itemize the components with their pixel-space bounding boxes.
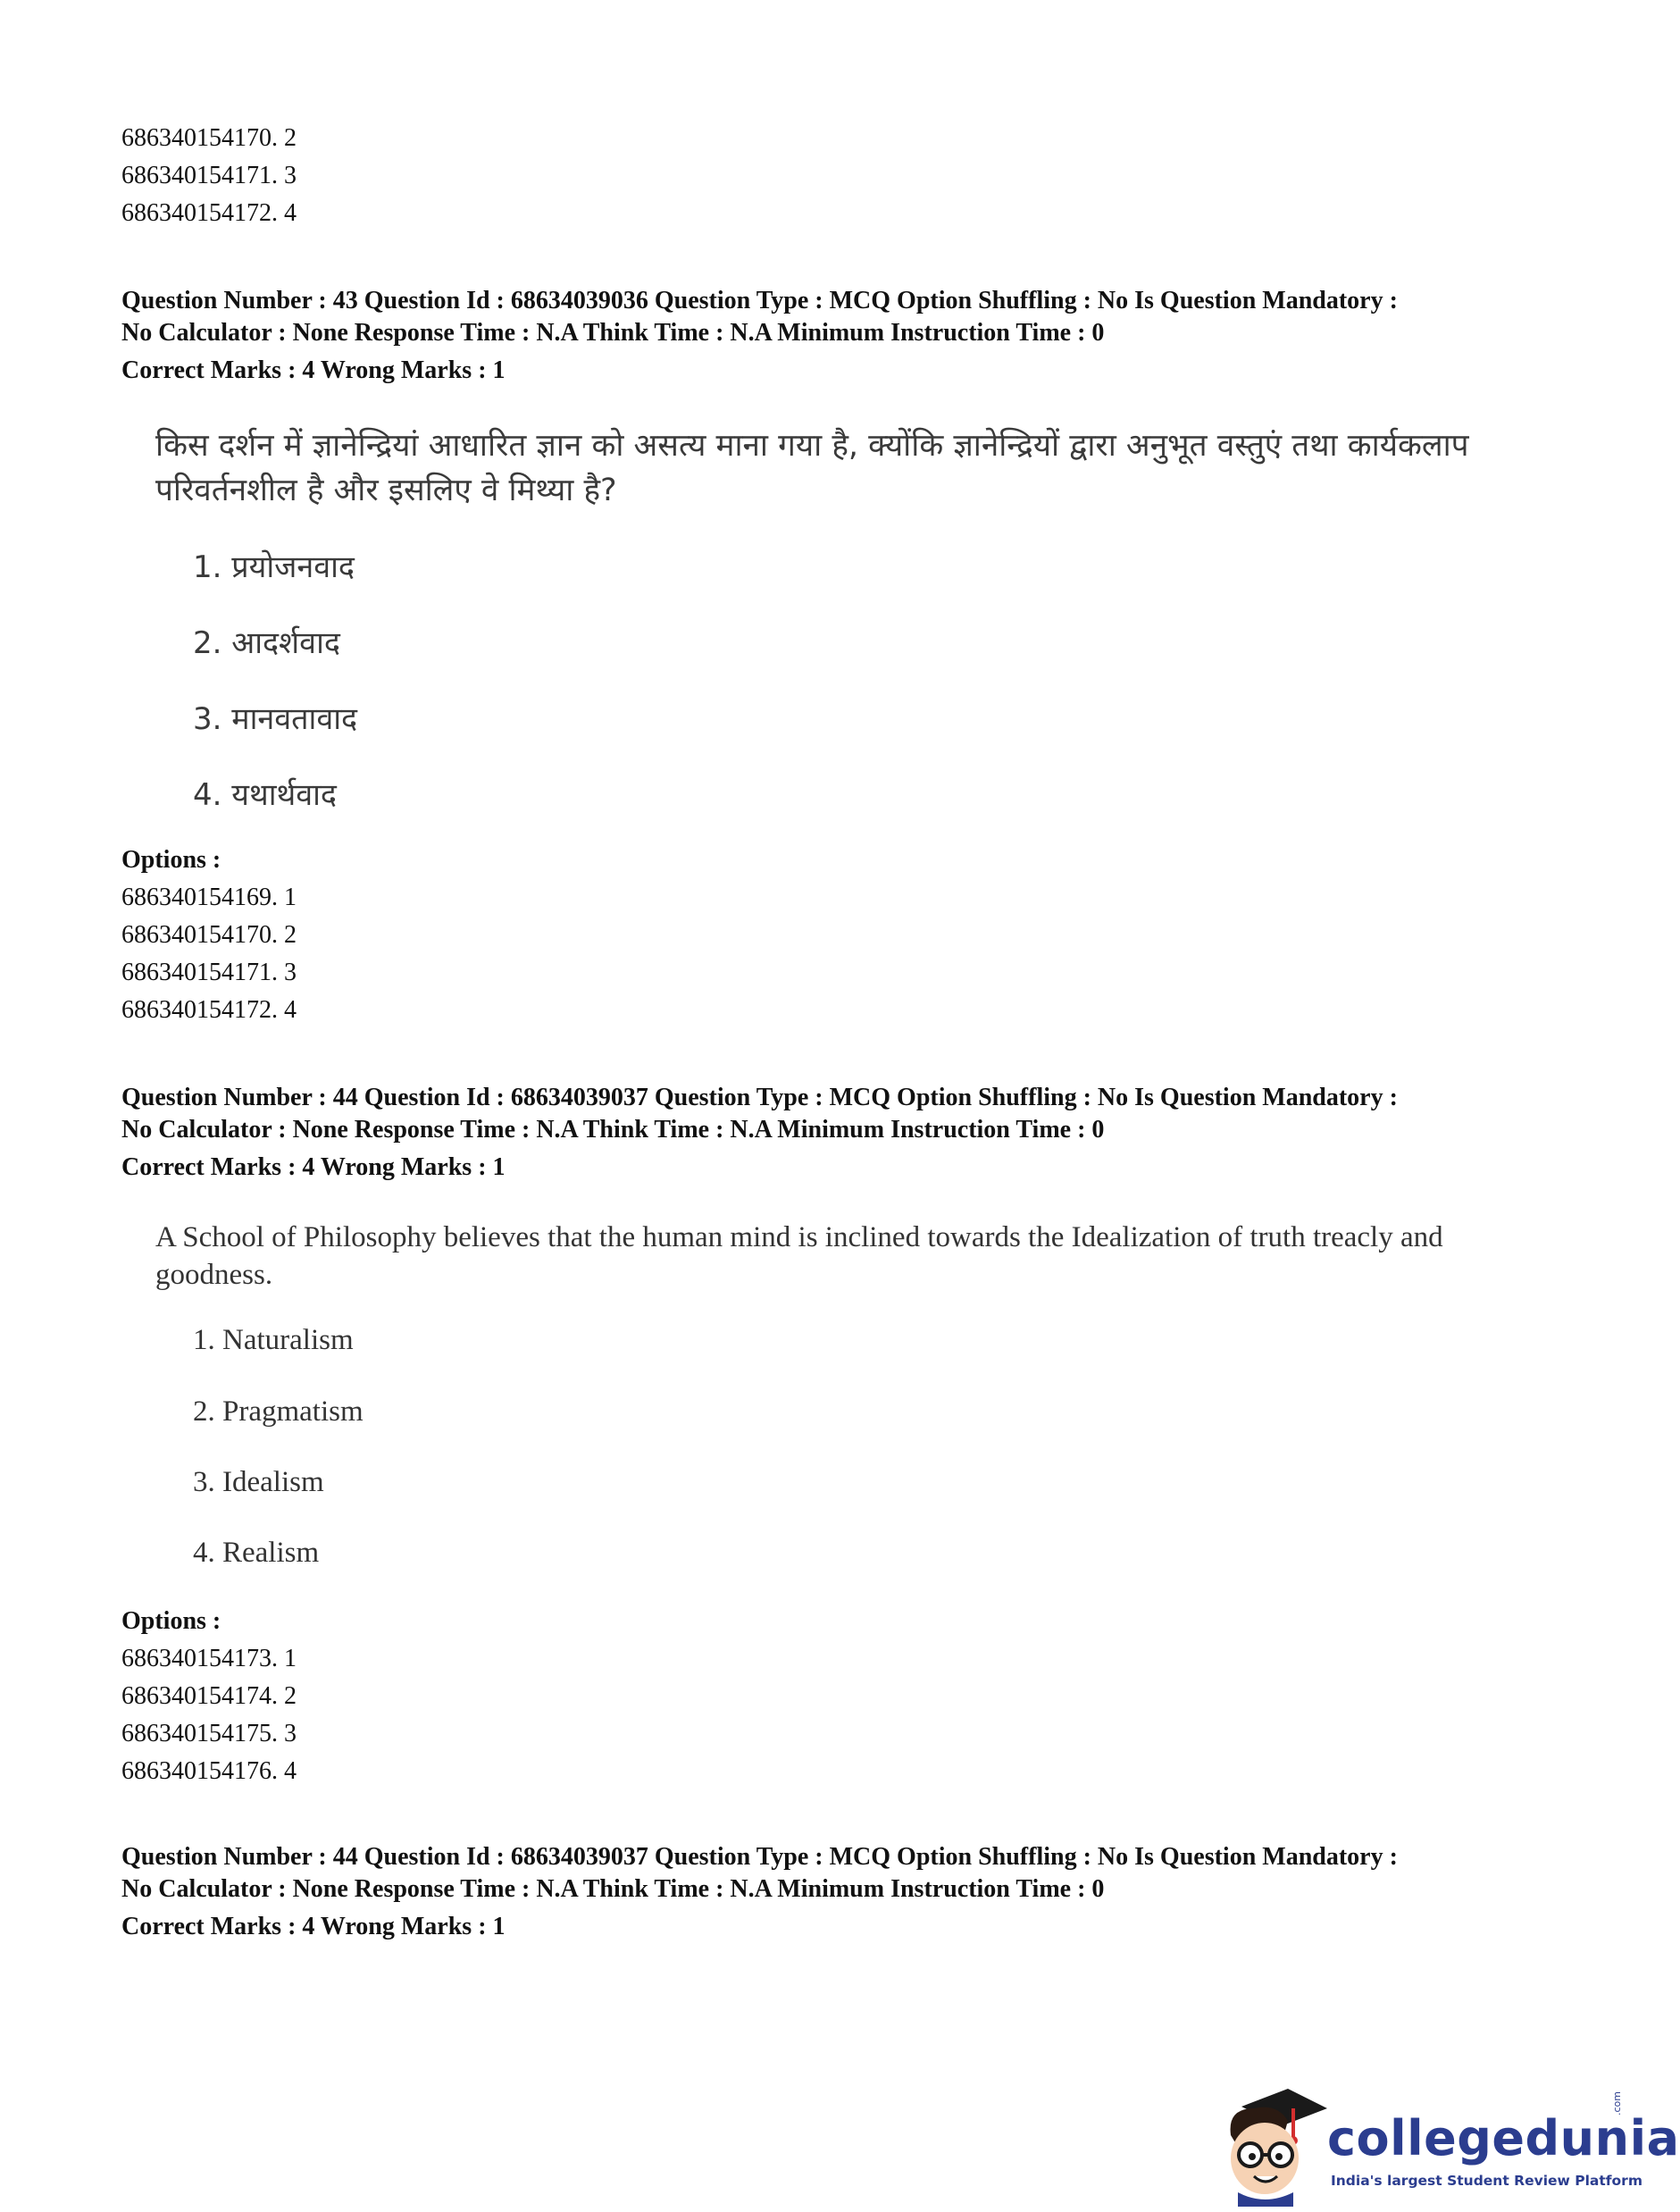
question-header: No Calculator : None Response Time : N.A Think Time : N.A Minimum Instruction Time : 0: [121, 1875, 1105, 1903]
logo-tagline: India's largest Student Review Platform: [1331, 2173, 1642, 2189]
question-header: Question Number : 43 Question Id : 68634039036 Question Type : MCQ Option Shuffling : No Is Question Mandatory :: [121, 287, 1398, 314]
option-code: 686340154169. 1: [121, 884, 297, 911]
choice: 1. Naturalism: [193, 1324, 354, 1356]
choice: 3. मानवतावाद: [193, 701, 358, 737]
question-marks: Correct Marks : 4 Wrong Marks : 1: [121, 1153, 506, 1181]
question-header: No Calculator : None Response Time : N.A Think Time : N.A Minimum Instruction Time : 0: [121, 1116, 1105, 1144]
choice: 2. आदर्शवाद: [193, 625, 340, 661]
choice: 1. प्रयोजनवाद: [193, 549, 355, 585]
choice: 3. Idealism: [193, 1466, 324, 1498]
choice: 2. Pragmatism: [193, 1395, 364, 1428]
logo-wordmark: collegedunia: [1327, 2110, 1680, 2166]
option-code: 686340154170. 2: [121, 124, 297, 152]
question-header: Question Number : 44 Question Id : 68634039037 Question Type : MCQ Option Shuffling : No Is Question Mandatory :: [121, 1084, 1398, 1111]
option-code: 686340154170. 2: [121, 921, 297, 949]
option-code: 686340154173. 1: [121, 1645, 297, 1672]
option-code: 686340154176. 4: [121, 1757, 297, 1785]
question-marks: Correct Marks : 4 Wrong Marks : 1: [121, 1913, 506, 1940]
choice: 4. यथार्थवाद: [193, 777, 337, 813]
option-code: 686340154171. 3: [121, 959, 297, 986]
choice: 4. Realism: [193, 1537, 320, 1569]
question-header: No Calculator : None Response Time : N.A Think Time : N.A Minimum Instruction Time : 0: [121, 319, 1105, 347]
option-code: 686340154171. 3: [121, 162, 297, 189]
question-header: Question Number : 44 Question Id : 68634039037 Question Type : MCQ Option Shuffling : No Is Question Mandatory :: [121, 1843, 1398, 1871]
option-code: 686340154172. 4: [121, 996, 297, 1024]
question-text: किस दर्शन में ज्ञानेन्द्रियां आधारित ज्ञान को असत्य माना गया है, क्योंकि ज्ञानेन्द्रियों द्वारा अनुभूत वस्तुएं तथा कार्यकलाप परिवर्तनशील है और इसलिए वे मिथ्या है?: [155, 428, 1469, 508]
options-label: Options :: [121, 846, 221, 874]
question-marks: Correct Marks : 4 Wrong Marks : 1: [121, 356, 506, 384]
question-text: A School of Philosophy believes that the human mind is inclined towards the Idealization of truth treacly and goodness.: [155, 1221, 1443, 1291]
option-code: 686340154174. 2: [121, 1682, 297, 1710]
option-code: 686340154175. 3: [121, 1720, 297, 1747]
mascot-icon: [1215, 2082, 1331, 2207]
option-code: 686340154172. 4: [121, 199, 297, 227]
logo-suffix: .com: [1611, 2091, 1623, 2116]
options-label: Options :: [121, 1607, 221, 1635]
